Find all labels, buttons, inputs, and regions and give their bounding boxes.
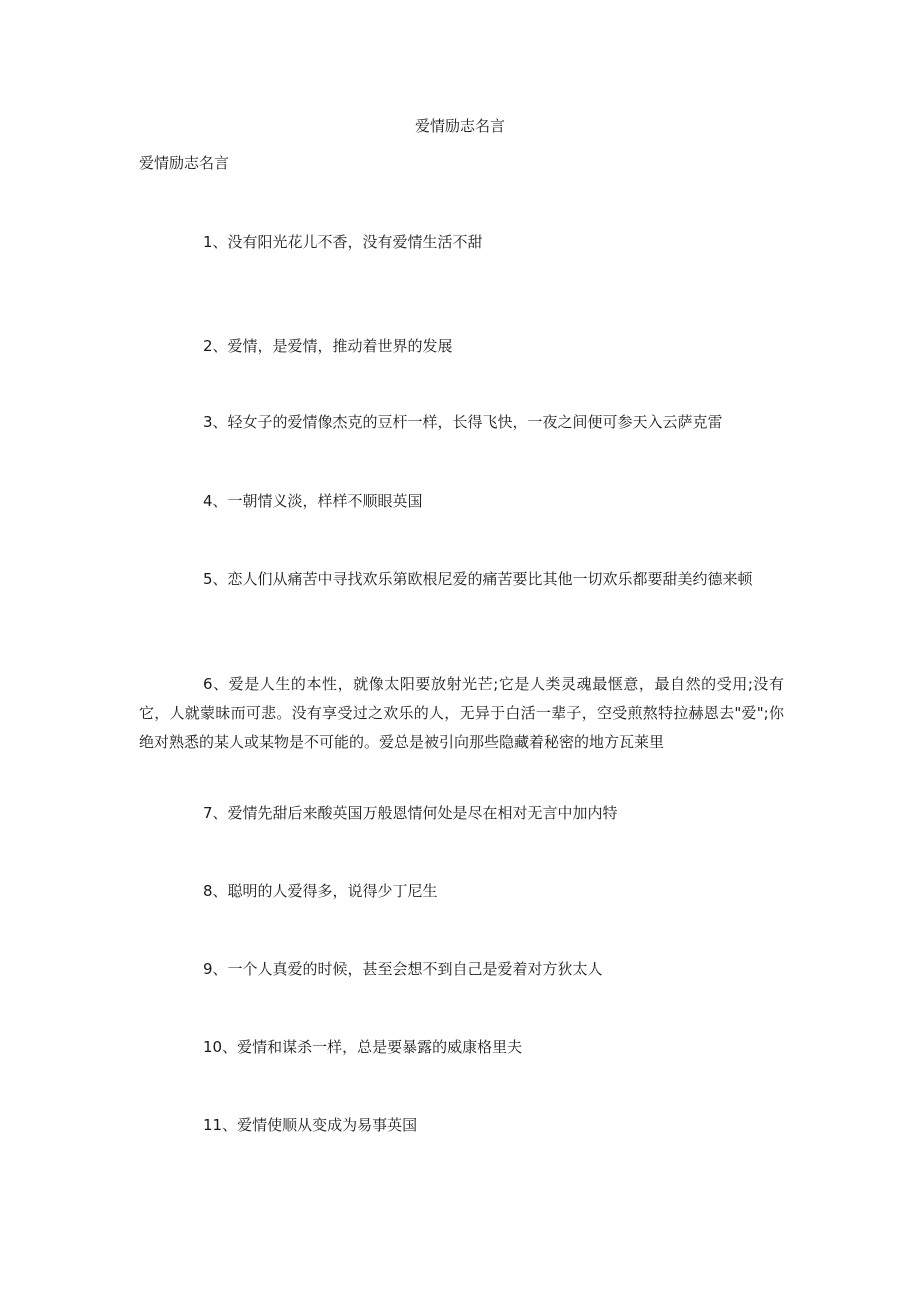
quote-item: 1、没有阳光花儿不香，没有爱情生活不甜 — [203, 233, 483, 251]
quote-item: 10、爱情和谋杀一样，总是要暴露的威康格里夫 — [203, 1038, 523, 1056]
quote-item: 8、聪明的人爱得多，说得少丁尼生 — [203, 882, 438, 900]
quote-item: 4、一朝情义淡，样样不顺眼英国 — [203, 492, 423, 510]
quote-item: 3、轻女子的爱情像杰克的豆杆一样，长得飞快，一夜之间便可参天入云萨克雷 — [203, 413, 723, 431]
quote-item: 5、恋人们从痛苦中寻找欢乐第欧根尼爱的痛苦要比其他一切欢乐都要甜美约德来顿 — [203, 570, 753, 588]
document-title: 爱情励志名言 — [414, 117, 505, 135]
document-subtitle: 爱情励志名言 — [139, 154, 230, 172]
quote-item: 7、爱情先甜后来酸英国万般恩情何处是尽在相对无言中加内特 — [203, 804, 618, 822]
quote-item: 6、爱是人生的本性，就像太阳要放射光芒;它是人类灵魂最惬意，最自然的受用;没有它，人就蒙昧而可悲。没有享受过之欢乐的人，无异于白活一辈子，空受煎熬特拉赫恩去"爱";你绝对熟悉的某人或某物是不可能的。爱总是被引向那些隐藏着秘密的地方瓦莱里 — [139, 675, 784, 751]
quote-item: 9、一个人真爱的时候，甚至会想不到自己是爱着对方狄太人 — [203, 960, 603, 978]
quote-item: 11、爱情使顺从变成为易事英国 — [203, 1116, 418, 1134]
quote-item: 2、爱情，是爱情，推动着世界的发展 — [203, 337, 453, 355]
